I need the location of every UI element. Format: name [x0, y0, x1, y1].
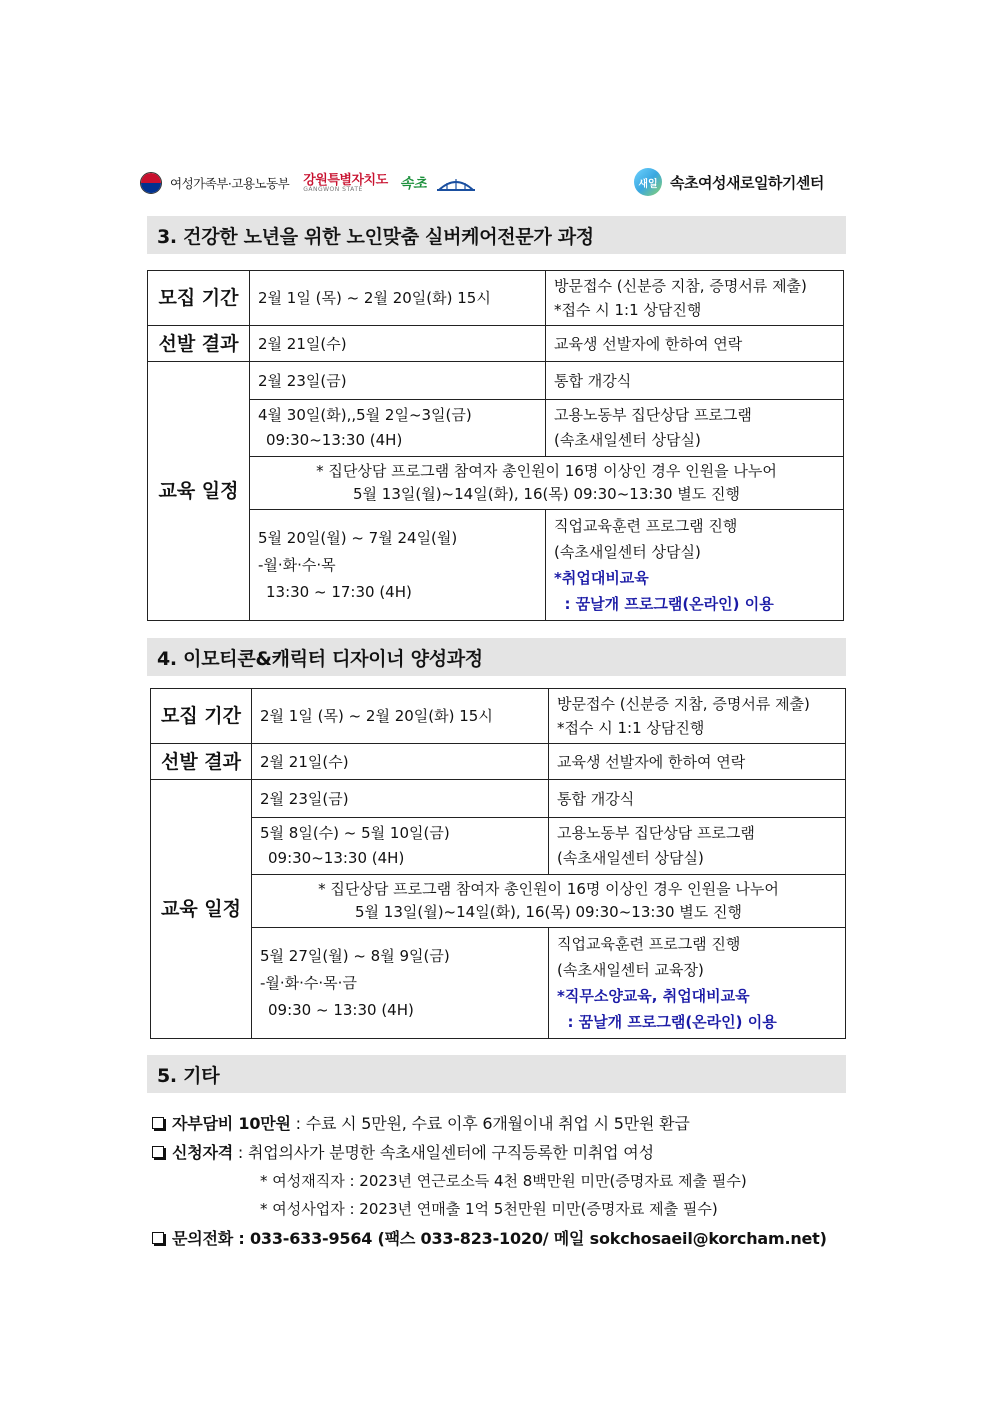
result-note: 교육생 선발자에 한하여 연락: [546, 326, 844, 362]
recruit-period: 2월 1일 (목) ~ 2월 20일(화) 15시: [252, 689, 549, 744]
result-label: 선발 결과: [148, 326, 250, 362]
eligibility-label: 신청자격: [172, 1143, 234, 1162]
fee-label: 자부담비 10만원: [172, 1114, 291, 1133]
contact-label: 문의전화: [172, 1229, 234, 1248]
korea-emblem-icon: [140, 172, 162, 194]
schedule-label: 교육 일정: [148, 362, 250, 621]
schedule-desc-1: 통합 개강식: [549, 780, 846, 818]
schedule-date-3: 5월 27일(월) ~ 8월 9일(금) -월·화·수·목·금 09:30 ~ 13:30 (4H): [252, 928, 549, 1039]
center-logo: [634, 168, 824, 196]
schedule-date-2: 4월 30일(화),,5월 2일~3일(금) 09:30~13:30 (4H): [250, 400, 546, 457]
schedule-date-1: 2월 23일(금): [250, 362, 546, 400]
contact-text: : 033-633-9564 (팩스 033-823-1020/ 메일 sokchosaeil@korcham.net): [233, 1229, 827, 1248]
fee-text: : 수료 시 5만원, 수료 이후 6개월이내 취업 시 5만원 환급: [290, 1114, 690, 1133]
recruit-label: 모집 기간: [151, 689, 252, 744]
schedule-desc-1: 통합 개강식: [546, 362, 844, 400]
ministry-text: 여성가족부·고용노동부: [170, 176, 290, 191]
schedule-desc-3: 직업교육훈련 프로그램 진행 (속초새일센터 상담실) *취업대비교육 : 꿈날개 프로그램(온라인) 이용: [546, 510, 844, 621]
group-note: * 집단상담 프로그램 참여자 총인원이 16명 이상인 경우 인원을 나누어 5월 13일(월)~14일(화), 16(목) 09:30~13:30 별도 진행: [250, 457, 844, 510]
eligibility-text: : 취업의사가 분명한 속초새일센터에 구직등록한 미취업 여성: [233, 1143, 654, 1162]
schedule-date-1: 2월 23일(금): [252, 780, 549, 818]
checkbox-bullet-icon: [152, 1146, 164, 1158]
gangwon-logo: 강원특별자치도 GANGWON STATE: [303, 172, 388, 193]
schedule-label: 교육 일정: [151, 780, 252, 1039]
result-label: 선발 결과: [151, 744, 252, 780]
sokcho-logo: 속초: [399, 176, 427, 192]
schedule-date-3: 5월 20일(월) ~ 7월 24일(월) -월·화·수·목 13:30 ~ 17:30 (4H): [250, 510, 546, 621]
schedule-desc-3: 직업교육훈련 프로그램 진행 (속초새일센터 교육장) *직무소양교육, 취업대비교육 : 꿈날개 프로그램(온라인) 이용: [549, 928, 846, 1039]
saeil-badge-icon: 새일: [634, 168, 662, 196]
group-note: * 집단상담 프로그램 참여자 총인원이 16명 이상인 경우 인원을 나누어 5월 13일(월)~14일(화), 16(목) 09:30~13:30 별도 진행: [252, 875, 846, 928]
eligibility-line: [152, 1140, 654, 1163]
eligibility-sub-1: * 여성재직자 : 2023년 연근로소득 4천 8백만원 미만(증명자료 제출 필수): [260, 1172, 747, 1190]
schedule-desc-2: 고용노동부 집단상담 프로그램 (속초새일센터 상담실): [546, 400, 844, 457]
result-date: 2월 21일(수): [250, 326, 546, 362]
section5-title: 5. 기타: [147, 1055, 846, 1093]
partner-logos: [140, 170, 475, 196]
schedule-date-2: 5월 8일(수) ~ 5월 10일(금) 09:30~13:30 (4H): [252, 818, 549, 875]
result-date: 2월 21일(수): [252, 744, 549, 780]
section3-title: 3. 건강한 노년을 위한 노인맞춤 실버케어전문가 과정: [147, 216, 846, 254]
section4-table: [150, 688, 846, 1039]
result-note: 교육생 선발자에 한하여 연락: [549, 744, 846, 780]
bridge-icon: [437, 172, 475, 194]
schedule-desc-2: 고용노동부 집단상담 프로그램 (속초새일센터 상담실): [549, 818, 846, 875]
section4-title: 4. 이모티콘&캐릭터 디자이너 양성과정: [147, 638, 846, 676]
fee-line: [152, 1111, 690, 1134]
eligibility-sub-2: * 여성사업자 : 2023년 연매출 1억 5천만원 미만(증명자료 제출 필수): [260, 1200, 718, 1218]
section3-table: [147, 270, 844, 621]
center-name: 속초여성새로일하기센터: [670, 173, 824, 192]
recruit-method: 방문접수 (신분증 지참, 증명서류 제출) *접수 시 1:1 상담진행: [549, 689, 846, 744]
recruit-label: 모집 기간: [148, 271, 250, 326]
contact-line: [152, 1226, 827, 1249]
recruit-method: 방문접수 (신분증 지참, 증명서류 제출) *접수 시 1:1 상담진행: [546, 271, 844, 326]
recruit-period: 2월 1일 (목) ~ 2월 20일(화) 15시: [250, 271, 546, 326]
checkbox-bullet-icon: [152, 1117, 164, 1129]
checkbox-bullet-icon: [152, 1232, 164, 1244]
